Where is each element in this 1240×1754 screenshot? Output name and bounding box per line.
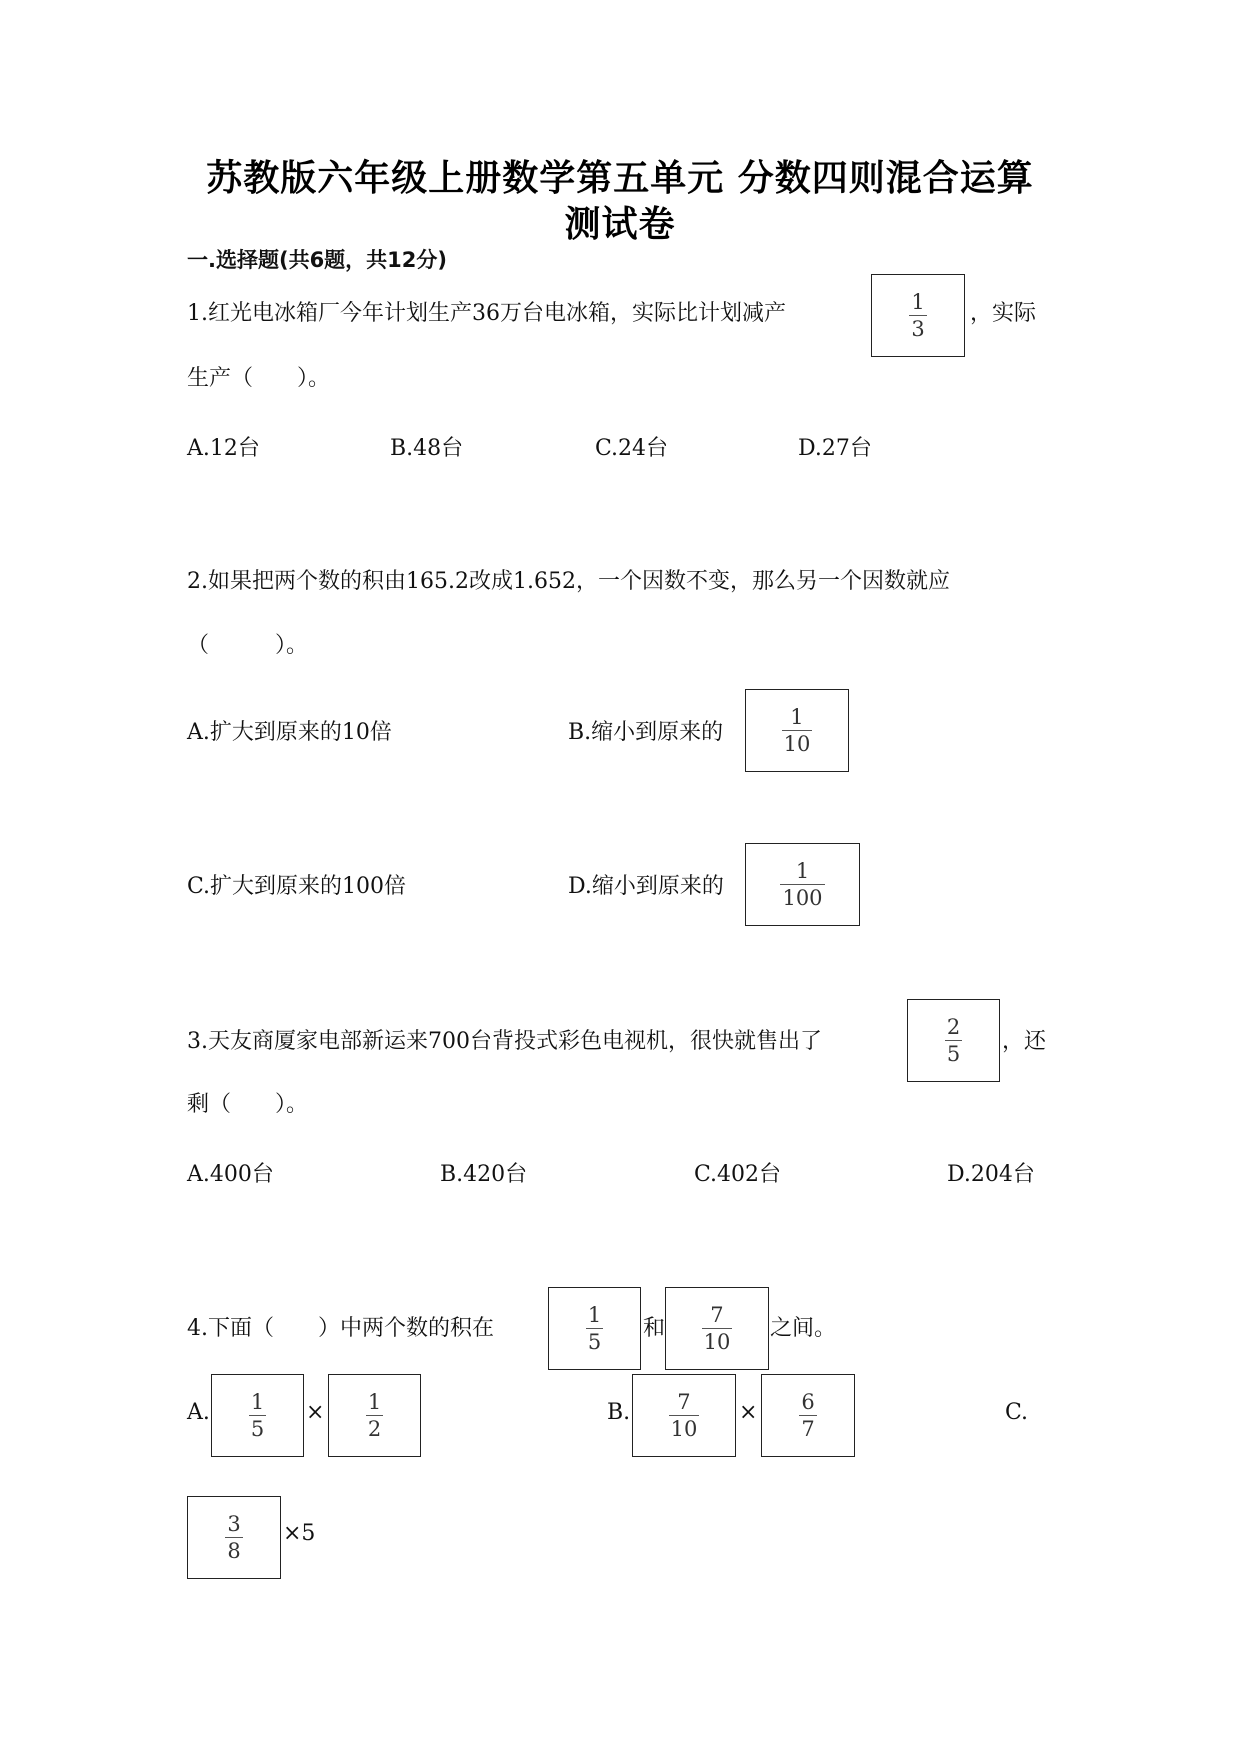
numerator: 2 (946, 1014, 961, 1039)
q4-option-b-fraction2 (799, 1391, 816, 1440)
q1-option-a: A.12台 (187, 436, 260, 461)
q1-text-line2: 生产（ ）。 (187, 366, 331, 391)
numerator: 3 (227, 1511, 241, 1536)
numerator: 6 (801, 1389, 815, 1414)
denominator: 2 (367, 1417, 382, 1441)
q4-option-c-fraction (225, 1513, 242, 1562)
q2-option-b-fraction-box (745, 689, 849, 772)
q2-option-a: A.扩大到原来的10倍 (187, 720, 392, 745)
q4-and-text: 和 (643, 1316, 666, 1341)
q4-option-a-fraction1-box (211, 1374, 304, 1457)
q4-fraction1-box (548, 1287, 641, 1370)
q3-option-a: A.400台 (187, 1162, 274, 1187)
numerator: 7 (710, 1302, 724, 1327)
q1-fraction-box (871, 274, 965, 357)
q2-option-b: B.缩小到原来的 (568, 720, 724, 745)
q1-option-d: D.27台 (798, 436, 872, 461)
q4-fraction2-box (665, 1287, 769, 1370)
q3-option-c: C.402台 (694, 1162, 782, 1187)
q3-option-d: D.204台 (947, 1162, 1035, 1187)
q4-option-a-fraction2-box (328, 1374, 421, 1457)
q4-option-a-times: × (306, 1400, 325, 1425)
q2-option-d-fraction (780, 860, 824, 909)
denominator: 3 (911, 317, 925, 341)
q1-option-b: B.48台 (390, 436, 464, 461)
q1-text: 1.红光电冰箱厂今年计划生产36万台电冰箱，实际比计划减产 (187, 301, 786, 326)
q2-option-b-fraction (782, 706, 813, 755)
q4-option-c-label: C. (1005, 1400, 1029, 1425)
denominator: 7 (801, 1417, 815, 1441)
q4-text-cont: 之间。 (770, 1316, 837, 1341)
q4-option-a-fraction1 (249, 1391, 266, 1440)
denominator: 100 (782, 886, 823, 910)
numerator: 7 (677, 1389, 691, 1414)
q4-fraction1 (586, 1304, 603, 1353)
q2-option-c: C.扩大到原来的100倍 (187, 874, 407, 899)
numerator: 1 (367, 1389, 382, 1414)
page-title-line1: 苏教版六年级上册数学第五单元 分数四则混合运算 (206, 158, 1034, 199)
q3-option-b: B.420台 (440, 1162, 528, 1187)
q2-option-d: D.缩小到原来的 (568, 874, 724, 899)
q4-option-b-fraction2-box (761, 1374, 855, 1457)
q4-option-c-fraction-box (187, 1496, 281, 1579)
numerator: 1 (911, 289, 925, 314)
numerator: 1 (795, 858, 810, 883)
q2-text-line2: （ ）。 (187, 633, 309, 658)
denominator: 5 (587, 1330, 602, 1354)
q4-option-b-fraction1 (669, 1391, 700, 1440)
denominator: 5 (946, 1042, 961, 1066)
q4-option-a-fraction2 (366, 1391, 383, 1440)
q2-text: 2.如果把两个数的积由165.2改成1.652，一个因数不变，那么另一个因数就应 (187, 569, 950, 594)
q3-text: 3.天友商厦家电部新运来700台背投式彩色电视机，很快就售出了 (187, 1029, 822, 1054)
q4-option-b-fraction1-box (632, 1374, 736, 1457)
denominator: 10 (703, 1330, 731, 1354)
denominator: 10 (670, 1417, 698, 1441)
q4-option-b-label: B. (607, 1400, 631, 1425)
q4-option-a-label: A. (187, 1400, 210, 1425)
q3-text-line2: 剩（ ）。 (187, 1092, 309, 1117)
q4-fraction2 (702, 1304, 733, 1353)
q3-fraction (945, 1016, 962, 1065)
q1-fraction (909, 291, 926, 340)
numerator: 1 (250, 1389, 265, 1414)
section-heading: 一.选择题(共6题，共12分) (187, 248, 448, 272)
q1-text-cont: ，实际 (970, 301, 1037, 326)
numerator: 1 (587, 1302, 602, 1327)
q4-option-c-tail: ×5 (283, 1521, 316, 1546)
q4-option-b-times: × (739, 1400, 758, 1425)
q4-text: 4.下面（ ）中两个数的积在 (187, 1316, 494, 1341)
q2-option-d-fraction-box (745, 843, 860, 926)
denominator: 5 (250, 1417, 265, 1441)
page-title-line2: 测试卷 (564, 204, 676, 245)
q3-fraction-box (907, 999, 1000, 1082)
numerator: 1 (790, 704, 804, 729)
q3-text-cont: ，还 (1002, 1029, 1047, 1054)
denominator: 10 (783, 732, 811, 756)
q1-option-c: C.24台 (595, 436, 669, 461)
denominator: 8 (227, 1539, 241, 1563)
